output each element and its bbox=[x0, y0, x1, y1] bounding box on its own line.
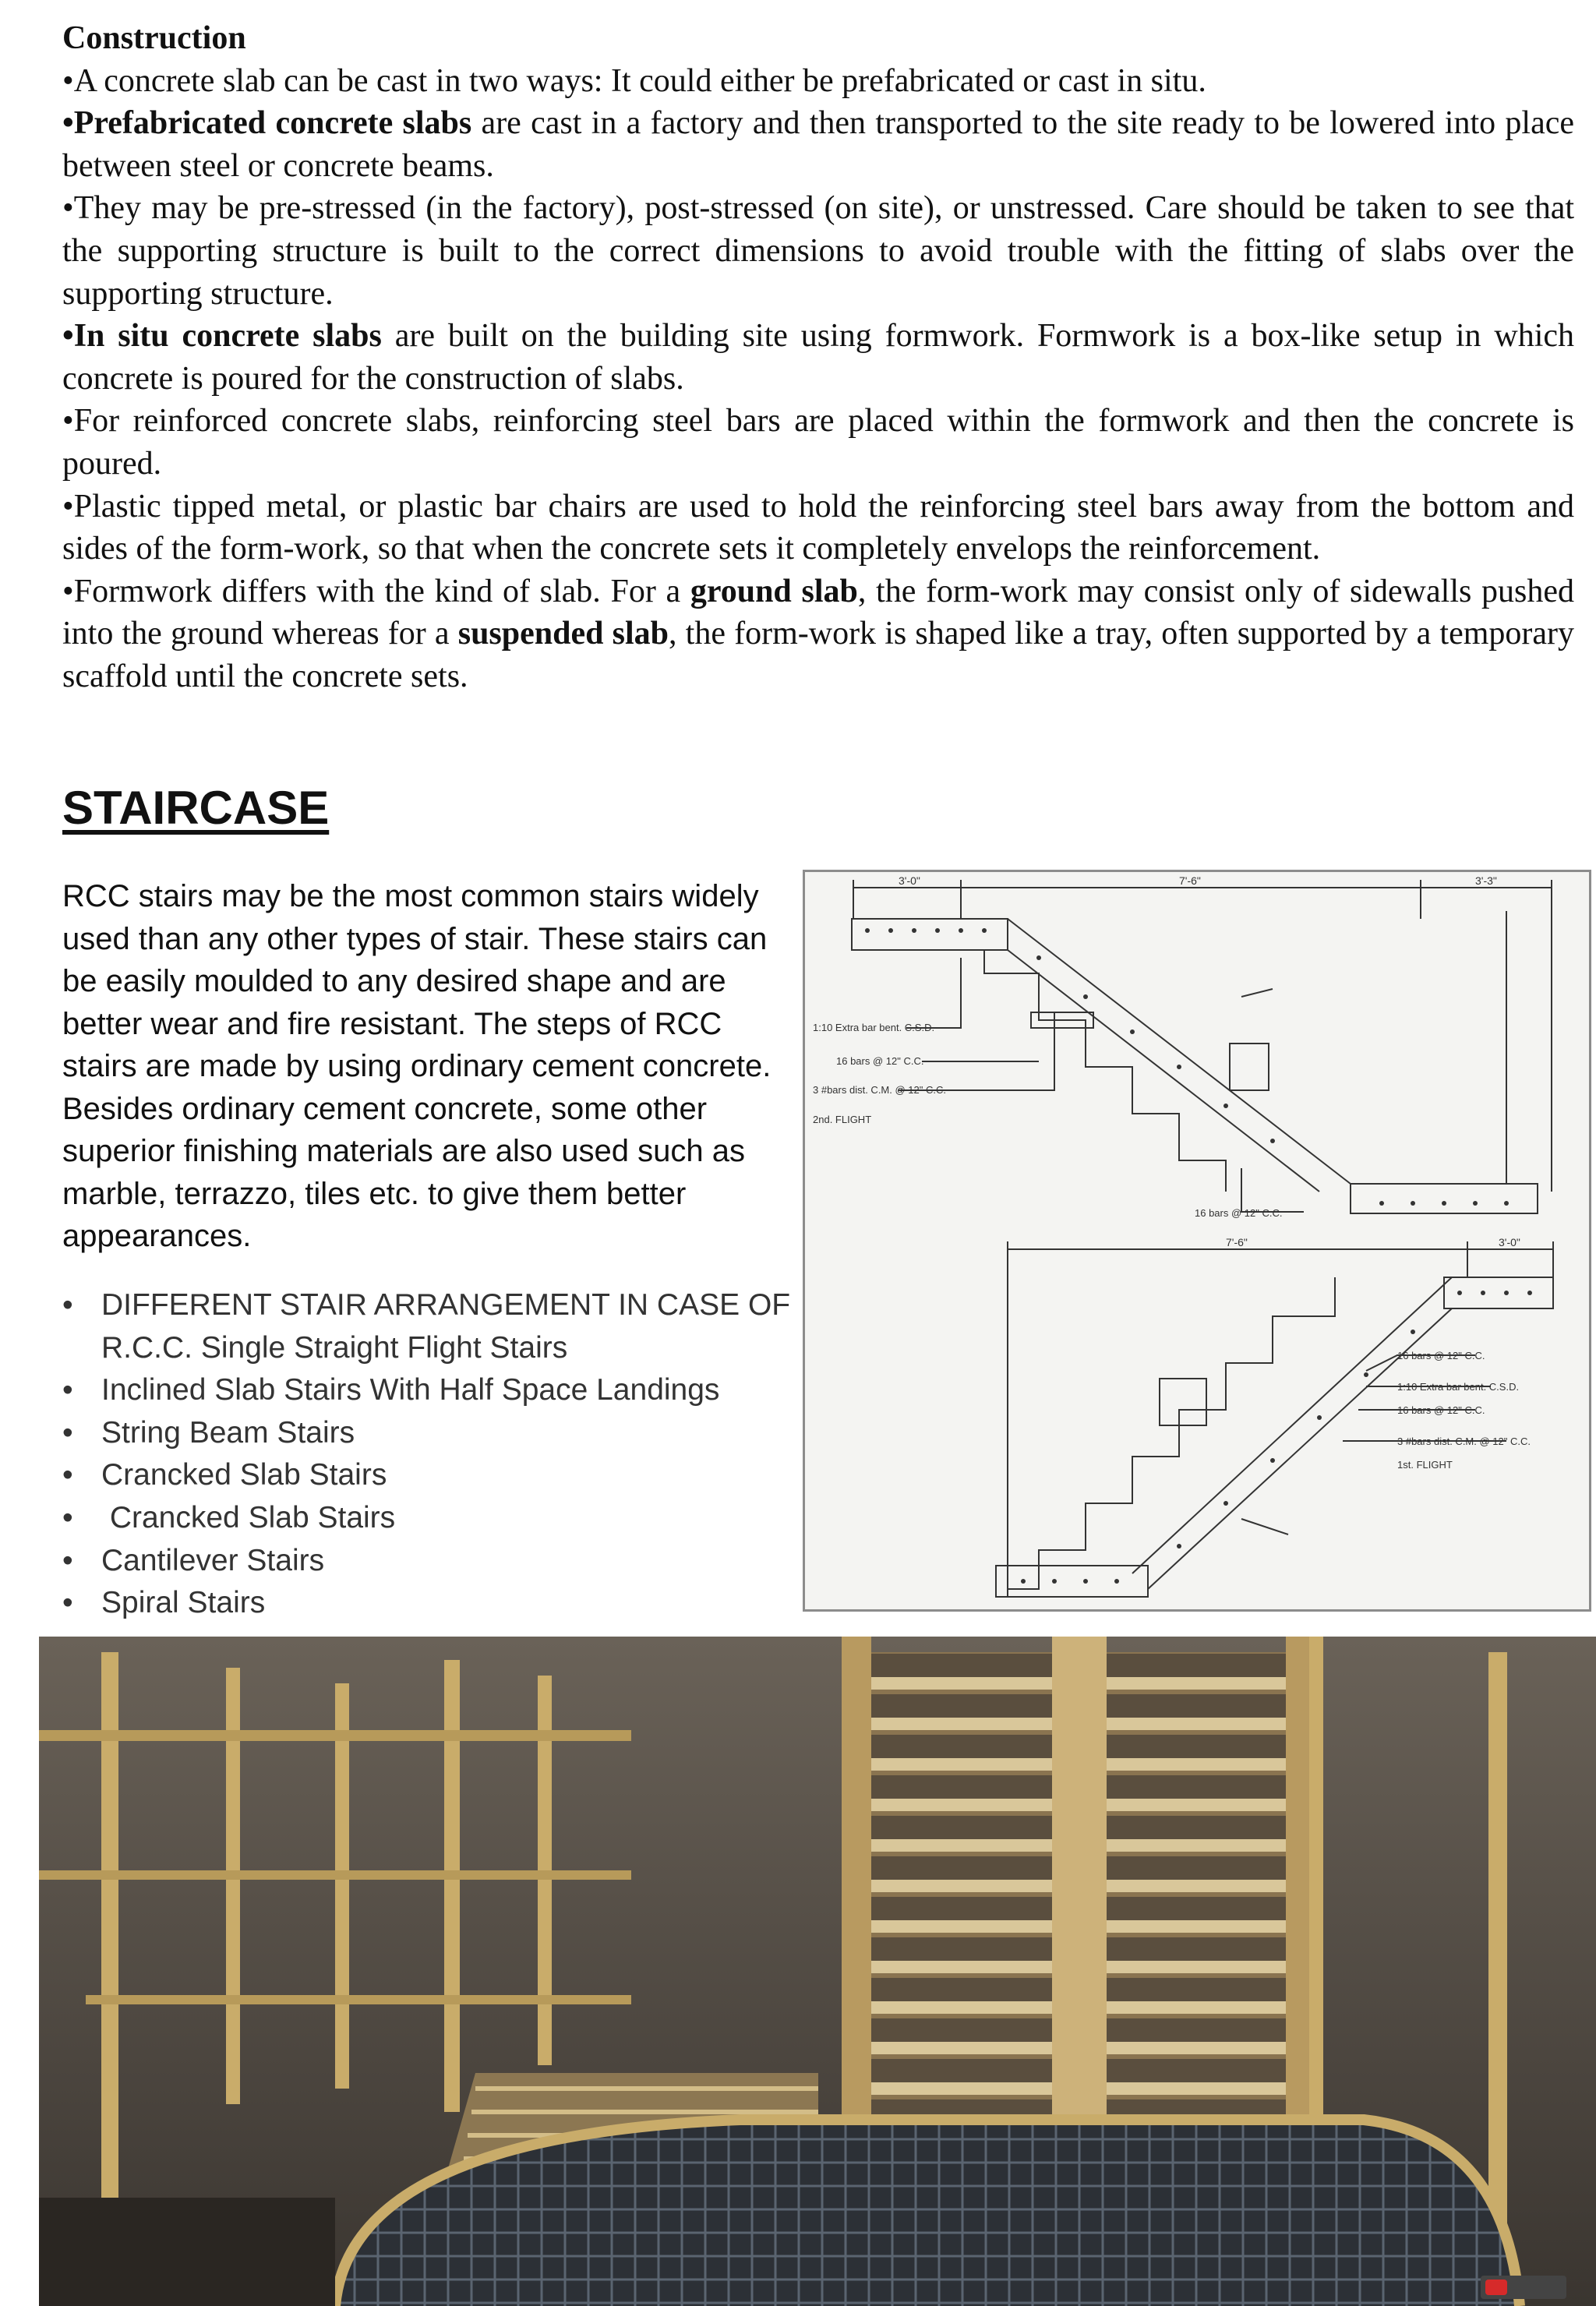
construction-paragraph-5: •For reinforced concrete slabs, reinforcing steel bars are placed within the formwork and then the concrete is poured. bbox=[62, 403, 1574, 482]
stair-section-svg bbox=[805, 872, 1589, 1609]
prefabricated-term: •Prefabricated concrete slabs bbox=[62, 105, 472, 142]
staircase-formwork-photo bbox=[39, 1637, 1596, 2306]
rcc-stair-drawing bbox=[803, 870, 1591, 1612]
staircase-intro: RCC stairs may be the most common stairs widely used than any other types of stair. These stairs can be easily moulded to any desired shape and are better wear and fire resistant. The steps of RCC stairs are made by using ordinary cement concrete. Besides ordinary cement concrete, some other superior finishing materials are also used such as marble, terrazzo, tiles etc. to give them better appearances. bbox=[62, 879, 772, 1253]
rebar-label: 16 bars @ 12" C.C. bbox=[1397, 1404, 1485, 1416]
staircase-heading: STAIRCASE bbox=[62, 782, 330, 834]
in-situ-text: are built on the building site using formwork. Formwork is a box-like setup in which concrete is poured for the construction of slabs. bbox=[62, 318, 1575, 397]
construction-heading: Construction bbox=[62, 20, 246, 56]
rebar-label: 3 #bars dist. C.M. @ 12" C.C. bbox=[1397, 1436, 1531, 1447]
construction-paragraph-2 bbox=[62, 102, 1574, 187]
list-item: • Crancked Slab Stairs bbox=[62, 1497, 810, 1540]
rebar-label: 3 #bars dist. C.M. @ 12" C.C. bbox=[813, 1084, 946, 1096]
list-item: • Crancked Slab Stairs bbox=[62, 1454, 810, 1497]
formwork-text-c: , the form-work is shaped like a tray, often supported by a temporary scaffold until the concrete sets. bbox=[62, 616, 1575, 694]
construction-paragraph-3: •They may be pre-stressed (in the factory), post-stressed (on site), or unstressed. Care should be taken to see that the supporting structure is built to the correct dimensions to avoid trouble with the fitting of slabs over the supporting structure. bbox=[62, 190, 1574, 312]
dim-label: 7'-6" bbox=[1226, 1236, 1248, 1248]
formwork-text-a: •Formwork differs with the kind of slab. For a bbox=[62, 573, 690, 609]
prefabricated-text: are cast in a factory and then transported to the site ready to be lowered into place between steel or concrete beams. bbox=[62, 105, 1574, 184]
stair-types-list bbox=[62, 1284, 810, 1625]
flight-label: 1st. FLIGHT bbox=[1397, 1459, 1453, 1471]
construction-section bbox=[62, 17, 1574, 698]
rebar-label: 1:10 Extra bar bent. C.S.D. bbox=[813, 1022, 935, 1033]
rebar-label: 16 bars @ 12" C.C. bbox=[836, 1055, 924, 1067]
list-item: • Inclined Slab Stairs With Half Space Landings bbox=[62, 1369, 810, 1412]
dim-label: 7'-6" bbox=[1179, 874, 1201, 887]
suspended-slab-term: suspended slab bbox=[457, 616, 669, 652]
in-situ-term: •In situ concrete slabs bbox=[62, 318, 382, 355]
construction-paragraph-4 bbox=[62, 315, 1574, 400]
list-item: • DIFFERENT STAIR ARRANGEMENT IN CASE OF R.C.C. Single Straight Flight Stairs bbox=[62, 1284, 810, 1369]
flight-label: 2nd. FLIGHT bbox=[813, 1114, 872, 1125]
formwork-photo-svg bbox=[39, 1637, 1596, 2306]
list-item: • Spiral Stairs bbox=[62, 1582, 810, 1625]
list-item: • String Beam Stairs bbox=[62, 1412, 810, 1455]
rebar-label: 16 bars @ 12" C.C. bbox=[1195, 1207, 1283, 1219]
rebar-label: 1:10 Extra bar bent. C.S.D. bbox=[1397, 1381, 1520, 1393]
dim-label: 3'-0" bbox=[1499, 1236, 1520, 1248]
dim-label: 3'-0" bbox=[899, 874, 920, 887]
construction-paragraph-1: •A concrete slab can be cast in two ways: It could either be prefabricated or cast in situ. bbox=[62, 62, 1206, 99]
ground-slab-term: ground slab bbox=[690, 573, 858, 609]
list-item: • Cantilever Stairs bbox=[62, 1540, 810, 1583]
construction-paragraph-7 bbox=[62, 570, 1574, 698]
construction-paragraph-6: •Plastic tipped metal, or plastic bar chairs are used to hold the reinforcing steel bars away from the bottom and sides of the form-work, so that when the concrete sets it completely envelops the reinforcement. bbox=[62, 488, 1574, 567]
formwork-text-b: , the form-work may consist only of sidewalls pushed into the ground whereas for a bbox=[62, 573, 1574, 652]
dim-label: 3'-3" bbox=[1475, 874, 1497, 887]
rebar-label: 16 bars @ 12" C.C. bbox=[1397, 1350, 1485, 1361]
